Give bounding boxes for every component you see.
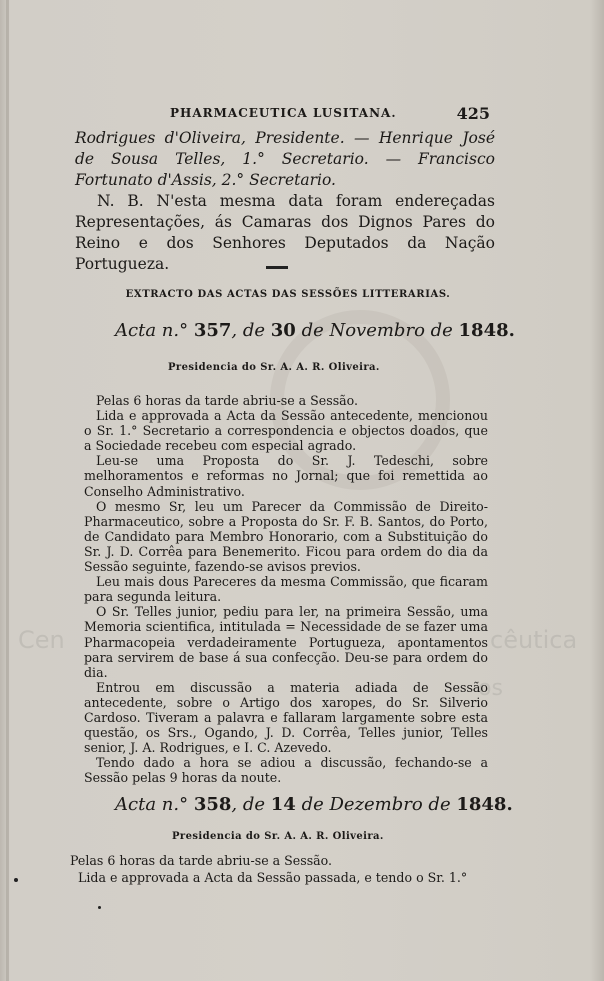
acta-357-paragraph: Leu mais dous Pareceres da mesma Commissão, que ficaram para segunda leitura. [84, 574, 488, 605]
page-spine-shadow [6, 0, 9, 981]
print-speck [98, 906, 101, 909]
acta-358-paragraph: Pelas 6 horas da tarde abriu-se a Sessão. [70, 853, 333, 868]
acta-357-presidencia: Presidencia do Sr. A. A. R. Oliveira. [168, 362, 380, 373]
acta-358-year: 1848 [456, 794, 507, 815]
acta-357-number: 357 [193, 320, 232, 341]
section-divider [266, 266, 288, 269]
intro-block [75, 128, 495, 275]
running-title: PHARMACEUTICA LUSITANA. [170, 106, 397, 120]
acta-358-day: 14 [270, 794, 296, 815]
extracto-heading: EXTRACTO DAS ACTAS DAS SESSÕES LITTERARIAS. [125, 289, 451, 300]
nb-paragraph: N. B. N'esta mesma data foram endereçadas Representações, ás Camaras dos Dignos Pares do Reino e dos Senhores Deputados da Nação Portugueza. [75, 192, 495, 273]
acta-357-paragraph: Pelas 6 horas da tarde abriu-se a Sessão. [96, 393, 359, 408]
signatories-line: Rodrigues d'Oliveira, Presidente. — Henrique José de Sousa Telles, 1.° Secretario. — Francisco Fortunato d'Assis, 2.° Secretario. [75, 129, 495, 189]
acta-358-prefix: Acta n.° [115, 794, 189, 815]
acta-357-date-part2: de Novembro de [301, 320, 453, 341]
acta-357-paragraph: Lida e approvada a Acta da Sessão antecedente, mencionou o Sr. 1.° Secretario a correspondencia e objectos doados, que a Sociedade recebeu com especial agrado. [84, 408, 488, 454]
acta-358-date-part1: , de [231, 794, 266, 815]
print-speck [14, 878, 18, 882]
acta-357-paragraph: O mesmo Sr, leu um Parecer da Commissão de Direito-Pharmaceutico, sobre a Proposta do Sr. F. B. Santos, do Porto, de Candidato para Membro Honorario, com a Substituição do Sr. J. D. Corrêa para Benemerito. Ficou para ordem do dia da Sessão seguinte, fazendo-se avisos previos. [84, 498, 488, 575]
running-header [150, 104, 490, 126]
acta-357-body [84, 393, 488, 785]
acta-357-day: 30 [270, 320, 296, 341]
page-number: 425 [456, 104, 490, 123]
acta-357-paragraph: Tendo dado a hora se adiou a discussão, fechando-se a Sessão pelas 9 horas da noute. [84, 755, 488, 786]
acta-358-body [70, 852, 500, 886]
acta-357-paragraph: O Sr. Telles junior, pediu para ler, na primeira Sessão, uma Memoria scientifica, intitulada = Necessidade de se fazer uma Pharmacopeia verdadeiramente Portugueza, apontamentos para servirem de base á sua confecção. Deu-se para ordem do dia. [84, 604, 488, 680]
watermark-text-middle: os [478, 676, 503, 701]
acta-357-paragraph: Leu-se uma Proposta do Sr. J. Tedeschi, sobre melhoramentos e reformas no Jornal; que foi remettida ao Conselho Administrativo. [84, 453, 488, 499]
acta-358-presidencia: Presidencia do Sr. A. A. R. Oliveira. [172, 831, 384, 842]
watermark-text-left: Cen [18, 626, 65, 654]
watermark-text-right: cêutica [490, 626, 578, 654]
acta-358-paragraph: Lida e approvada a Acta da Sessão passada, e tendo o Sr. 1.° [78, 870, 468, 885]
acta-357-date-part1: , de [231, 320, 266, 341]
acta-357-heading: Acta n.° 357, de 30 de Novembro de 1848. [115, 320, 515, 341]
acta-357-paragraph: Entrou em discussão a materia adiada de Sessão antecedente, sobre o Artigo dos xaropes, do Sr. Silverio Cardoso. Tiveram a palavra e fallaram largamente sobre esta questão, os Srs., Ogando, J. D. Corrêa, Telles junior, Telles senior, J. A. Rodrigues, e I. C. Azevedo. [84, 679, 488, 756]
acta-357-year: 1848 [458, 320, 509, 341]
acta-358-date-part2: de Dezembro de [301, 794, 451, 815]
acta-358-number: 358 [193, 794, 232, 815]
acta-358-heading: Acta n.° 358, de 14 de Dezembro de 1848. [115, 794, 513, 815]
acta-357-prefix: Acta n.° [115, 320, 189, 341]
